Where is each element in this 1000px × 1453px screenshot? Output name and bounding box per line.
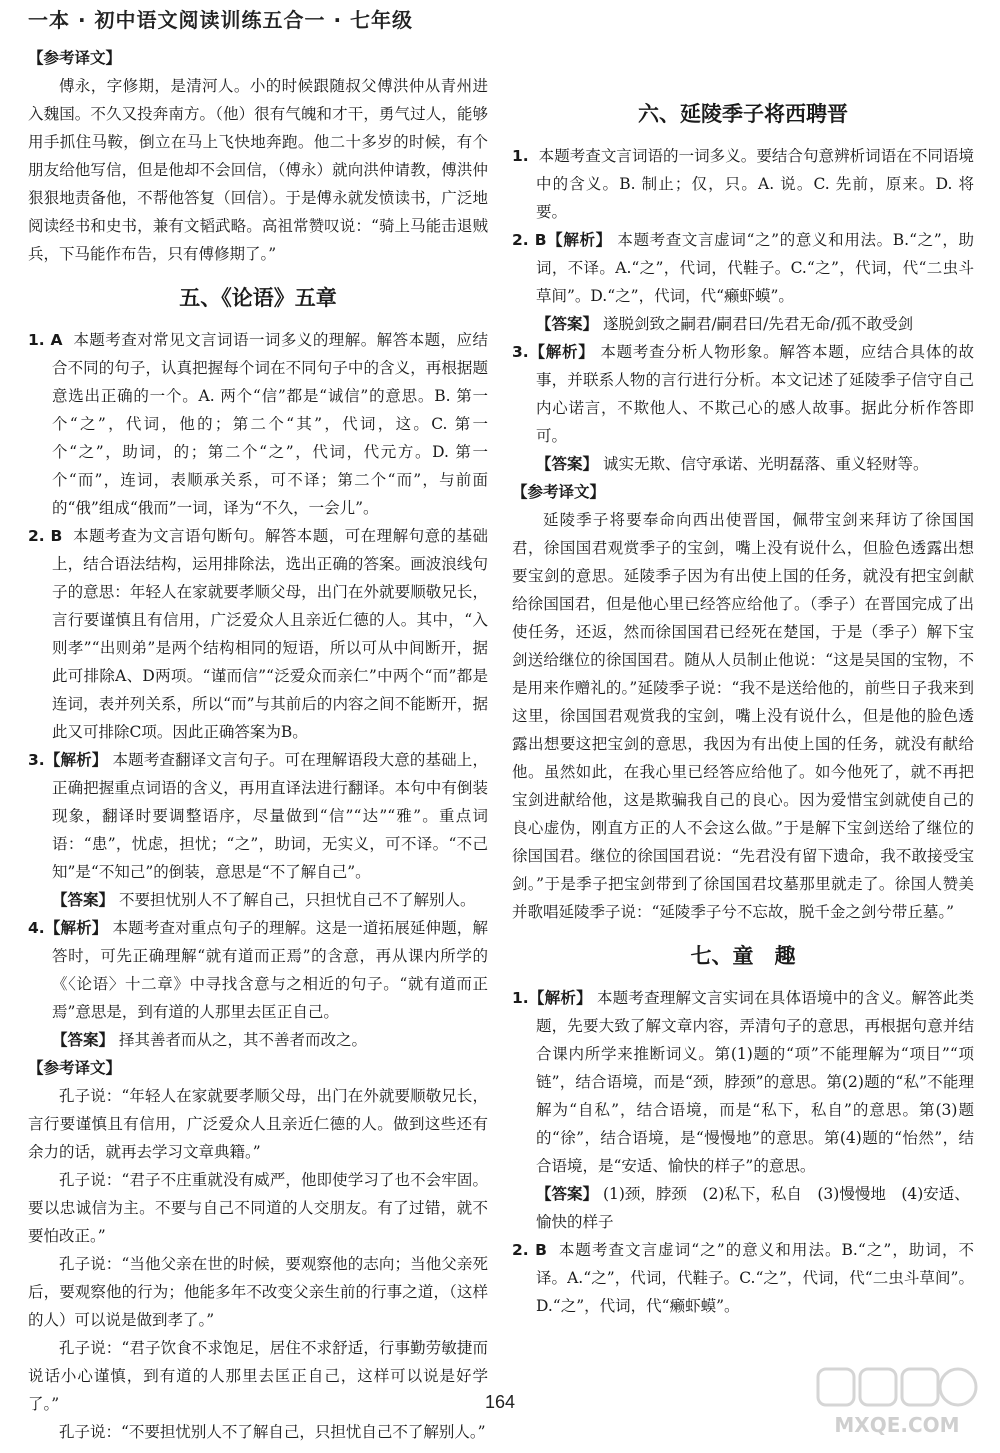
- answer-text: 诚实无欺、信守承诺、光明磊落、重义轻财等。: [602, 455, 929, 473]
- analysis-tag: 【解析】: [44, 919, 108, 937]
- answer-line-3: [28, 886, 488, 914]
- answer-item-4: [28, 914, 488, 1026]
- item-text: 本题考查文言虚词“之”的意义和用法。B.“之”，助词，不译。A.“之”，代词，代鞋子。C.“之”，代词，代“二虫斗草间”。D.“之”，代词，代“癞虾蟆”。: [536, 1241, 975, 1315]
- watermark-icon: [812, 1361, 982, 1411]
- right-column: [512, 84, 974, 1320]
- reference-translation-label: 【参考译文】: [28, 49, 122, 67]
- answer-line-2: [512, 310, 974, 338]
- analysis-tag: 【解析】: [546, 231, 612, 249]
- translation-paragraph: 孔子说：“君子不庄重就没有威严，他即使学习了也不会牢固。要以忠诚信为主。不要与自己不同道的人交朋友。有了过错，就不要怕改正。”: [28, 1171, 488, 1245]
- answer-item-1: [28, 326, 488, 522]
- book-header: 一本 · 初中语文阅读训练五合一 · 七年级: [28, 8, 414, 32]
- watermark-logo: [812, 1361, 982, 1441]
- answer-item-1: [512, 984, 974, 1180]
- item-text: 本题考查对重点句子的理解。这是一道拓展延伸题，解答时，可先正确理解“就有道而正焉”的含意，再从课内所学的《〈论语〉十二章》中寻找含意与之相近的句子。“就有道而正焉”意思是，到有道的人那里去匡正自己。: [52, 919, 488, 1021]
- item-number: 4.: [28, 919, 45, 937]
- page-number: 164: [484, 1392, 516, 1412]
- left-column: [28, 44, 488, 1446]
- section-title-tongqu: 七、童 趣: [690, 944, 796, 968]
- answer-tag: 【答案】: [536, 315, 599, 333]
- answer-item-1: [512, 142, 974, 226]
- item-text: 本题考查文言虚词“之”的意义和用法。B.“之”，助词，不译。A.“之”，代词，代鞋子。C.“之”，代词，代“二虫斗草间”。D.“之”，代词，代“癞虾蟆”。: [536, 231, 974, 305]
- answer-text: 不要担忧别人不了解自己，只担忧自己不了解别人。: [118, 891, 476, 909]
- translation-paragraph: 孔子说：“君子饮食不求饱足，居住不求舒适，行事勤劳敏捷而说话小心谨慎，到有道的人那里去匡正自己，这样可以说是好学了。”: [28, 1339, 488, 1413]
- answer-text: 遂脱剑致之嗣君/嗣君曰/先君无命/孤不敢受剑: [602, 315, 914, 333]
- item-text: 本题考查理解文言实词在具体语境中的含义。解答此类题，先要大致了解文章内容，弄清句子的意思，再根据句意并结合课内所学来推断词义。第(1)题的“项”不能理解为“项目”“项链”，结合语境，而是“颈，脖颈”的意思。第(2)题的“私”不能理解为“自私”，结合语境，而是“私下，私自”的意思。第(3)题的“徐”，结合语境，是“慢慢地”的意思。第(4)题的“怡然”，结合语境，是“安适、愉快的样子”的意思。: [536, 989, 974, 1175]
- item-number: 3.: [512, 343, 529, 361]
- answer-tag: 【答案】: [52, 891, 115, 909]
- translation-paragraph: 孔子说：“年轻人在家就要孝顺父母，出门在外就要顺敬兄长，言行要谨慎且有信用，广泛爱众人且亲近仁德的人。做到这些还有余力的话，就再去学习文章典籍。”: [28, 1087, 488, 1161]
- translation-paragraph: 孔子说：“不要担忧别人不了解自己，只担忧自己不了解别人。”: [59, 1423, 486, 1441]
- item-number: 1. A: [28, 331, 63, 349]
- answer-text: 择其善者而从之，其不善者而改之。: [118, 1031, 367, 1049]
- answer-line-3: [512, 450, 974, 478]
- answer-line-4: [28, 1026, 488, 1054]
- answer-tag: 【答案】: [536, 455, 599, 473]
- answer-item-2b: [512, 1236, 974, 1320]
- reference-translation-label: 【参考译文】: [28, 1059, 122, 1077]
- section-title-lunyu: 五、《论语》五章: [179, 286, 337, 310]
- translation-paragraph: 孔子说：“当他父亲在世的时候，要观察他的志向；当他父亲死后，要观察他的行为；他能多年不改变父亲生前的行事之道，（这样的人）可以说是做到孝了。”: [28, 1255, 488, 1329]
- reference-translation-label: 【参考译文】: [512, 483, 606, 501]
- answer-line-1: [512, 1180, 974, 1236]
- item-number: 1.: [512, 147, 529, 165]
- item-text: 本题考查翻译文言句子。可在理解语段大意的基础上，正确把握重点词语的含义，再用直译法进行翻译。本句中有倒装现象，翻译时要调整语序，尽量做到“信”“达”“雅”。重点词语：“患”，忧虑，担忧；“之”，助词，无实义，可不译。“不己知”是“不知己”的倒装，意思是“不了解自己”。: [52, 751, 488, 881]
- answer-tag: 【答案】: [536, 1185, 599, 1203]
- analysis-tag: 【解析】: [44, 751, 108, 769]
- item-number: 3.: [28, 751, 45, 769]
- item-number: 1.: [512, 989, 529, 1007]
- item-text: 本题考查分析人物形象。解答本题，应结合具体的故事，并联系人物的言行进行分析。本文记述了延陵季子信守自己内心诺言，不欺他人、不欺己心的感人故事。据此分析作答即可。: [536, 343, 974, 445]
- answer-item-3: [512, 338, 974, 450]
- item-number: 2. B: [512, 1241, 547, 1259]
- answer-tag: 【答案】: [52, 1031, 115, 1049]
- item-text: 本题考查文言词语的一词多义。要结合句意辨析词语在不同语境中的含义。B. 制止；仅，只。A. 说。C. 先前，原来。D. 将要。: [536, 147, 974, 221]
- translation-paragraph: 延陵季子将要奉命向西出使晋国，佩带宝剑来拜访了徐国国君，徐国国君观赏季子的宝剑，嘴上没有说什么，但脸色透露出想要宝剑的意思。延陵季子因为有出使上国的任务，就没有把宝剑献给徐国国君，但是他心里已经答应给他了。（季子）在晋国完成了出使任务，还返，然而徐国国君已经死在楚国，于是（季子）解下宝剑送给继位的徐国国君。随从人员制止他说：“这是吴国的宝物，不是用来作赠礼的。”延陵季子说：“我不是送给他的，前些日子我来到这里，徐国国君观赏我的宝剑，嘴上没有说什么，但是他的脸色透露出想要这把宝剑的意思，我因为有出使上国的任务，就没有献给他。虽然如此，在我心里已经答应给他了。如今他死了，就不再把宝剑进献给他，这是欺骗我自己的良心。因为爱惜宝剑就使自己的良心虚伪，刚直方正的人不会这么做。”于是解下宝剑送给了继位的徐国国君。继位的徐国国君说：“先君没有留下遗命，我不敢接受宝剑。”于是季子把宝剑带到了徐国国君坟墓那里就走了。徐国人赞美并歌唱延陵季子说：“延陵季子兮不忘故，脱千金之剑兮带丘墓。”: [512, 511, 974, 921]
- answer-item-3: [28, 746, 488, 886]
- item-number: 2. B: [28, 527, 63, 545]
- reference-translation-text: 傅永，字修期，是清河人。小的时候跟随叔父傅洪仲从青州进入魏国。不久又投奔南方。（他）很有气魄和才干，勇气过人，能够用手抓住马鞍，倒立在马上飞快地奔跑。他二十多岁的时候，有个朋友给他写信，但是他却不会回信，（傅永）就向洪仲请教，傅洪仲狠狠地责备他，不帮他答复（回信）。于是傅永就发愤读书，广泛地阅读经书和史书，兼有文韬武略。高祖常赞叹说：“骑上马能击退贼兵，下马能作布告，只有傅修期了。”: [28, 77, 488, 263]
- item-number: 2. B: [512, 231, 547, 249]
- watermark-text: MXQE.COM: [834, 1413, 960, 1437]
- answer-item-2: [28, 522, 488, 746]
- item-text: 本题考查对常见文言词语一词多义的理解。解答本题，应结合不同的句子，认真把握每个词在不同句子中的含义，再根据题意选出正确的一个。A. 两个“信”都是“诚信”的意思。B. 第一个“之”，代词，他的；第二个“其”，代词，这。C. 第一个“之”，助词，的；第二个“之”，代词，代元方。D. 第一个“而”，连词，表顺承关系，可不译；第二个“而”，与前面的“俄”组成“俄而”一词，译为“不久，一会儿”。: [52, 331, 488, 517]
- answer-item-2: [512, 226, 974, 310]
- answer-text: (1)颈，脖颈 (2)私下，私自 (3)慢慢地 (4)安适、愉快的样子: [536, 1185, 970, 1231]
- section-title-yanling: 六、延陵季子将西聘晋: [638, 102, 848, 126]
- item-text: 本题考查为文言语句断句。解答本题，可在理解句意的基础上，结合语法结构，运用排除法，选出正确的答案。画波浪线句子的意思：年轻人在家就要孝顺父母，出门在外就要顺敬兄长，言行要谨慎且有信用，广泛爱众人且亲近仁德的人。其中，“入则孝”“出则弟”是两个结构相同的短语，所以可从中间断开，据此可排除A、D两项。“谨而信”“泛爱众而亲仁”中两个“而”都是连词，表并列关系，所以“而”与其前后的内容之间不能断开，据此又可排除C项。因此正确答案为B。: [52, 527, 488, 741]
- analysis-tag: 【解析】: [528, 343, 595, 361]
- analysis-tag: 【解析】: [528, 989, 592, 1007]
